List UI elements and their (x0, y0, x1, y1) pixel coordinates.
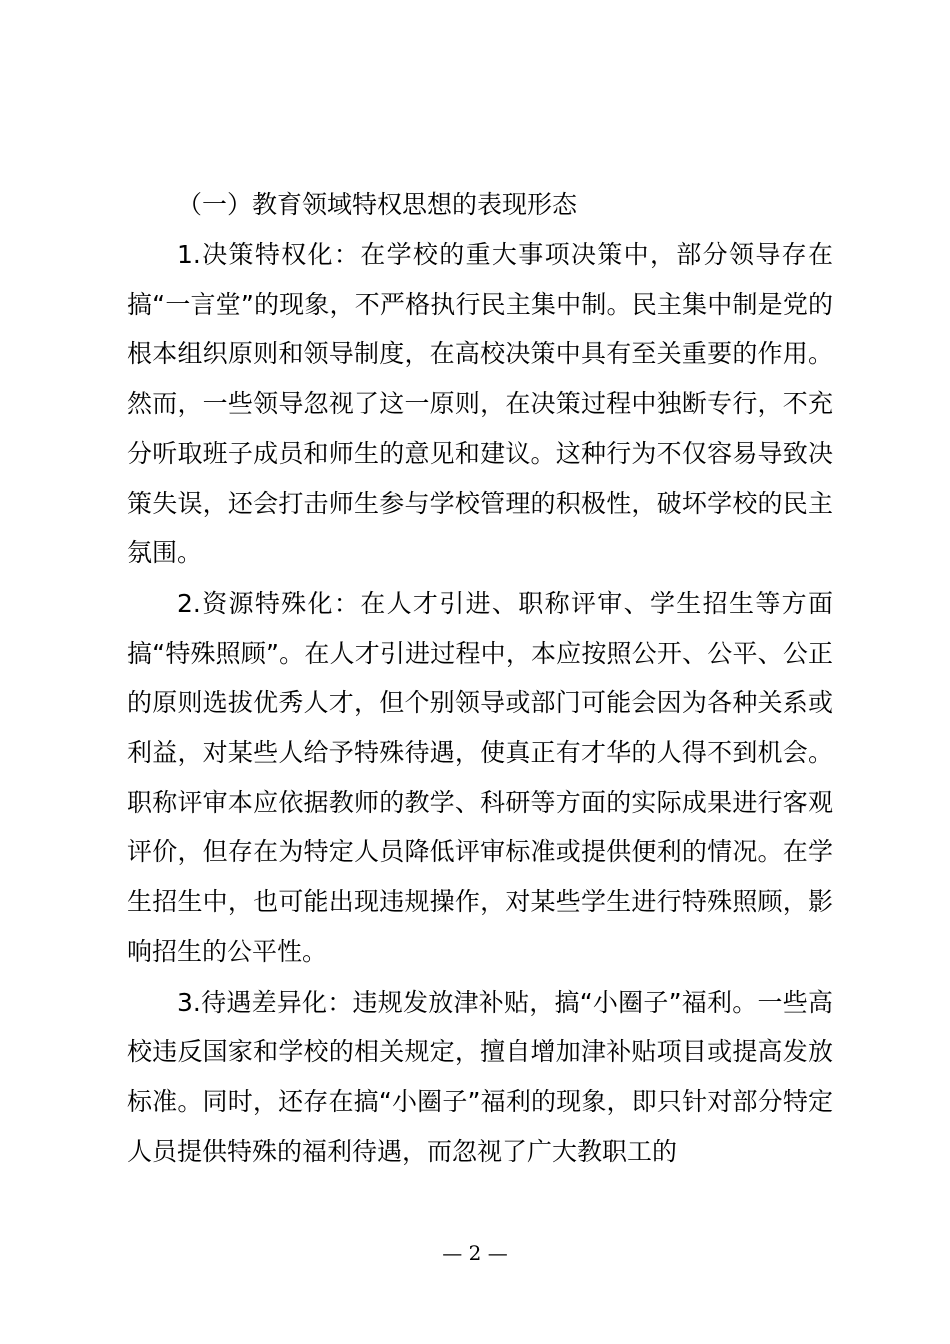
section-heading: （一）教育领域特权思想的表现形态 (177, 190, 578, 219)
page-number: — 2 — (442, 1241, 508, 1265)
paragraph-resource-privilege: 2.资源特殊化：在人才引进、职称评审、学生招生等方面搞“特殊照顾”。在人才引进过程中，本应按照公开、公平、公正的原则选拔优秀人才，但个别领导或部门可能会因为各种关系或利益，对某些人给予特殊待遇，使真正有才华的人得不到机会。职称评审本应依据教师的教学、科研等方面的实际成果进行客观评价，但存在为特定人员降低评审标准或提供便利的情况。在学生招生中，也可能出现违规操作，对某些学生进行特殊照顾，影响招生的公平性。 (127, 588, 833, 966)
document-body (127, 180, 833, 1176)
paragraph-treatment-privilege: 3.待遇差异化：违规发放津补贴，搞“小圈子”福利。一些高校违反国家和学校的相关规定，擅自增加津补贴项目或提高发放标准。同时，还存在搞“小圈子”福利的现象，即只针对部分特定人员提供特殊的福利待遇，而忽视了广大教职工的 (127, 987, 833, 1166)
paragraph-decision-privilege: 1.决策特权化：在学校的重大事项决策中，部分领导存在搞“一言堂”的现象，不严格执行民主集中制。民主集中制是党的根本组织原则和领导制度，在高校决策中具有至关重要的作用。然而，一些领导忽视了这一原则，在决策过程中独断专行，不充分听取班子成员和师生的意见和建议。这种行为不仅容易导致决策失误，还会打击师生参与学校管理的积极性，破坏学校的民主氛围。 (127, 240, 833, 568)
